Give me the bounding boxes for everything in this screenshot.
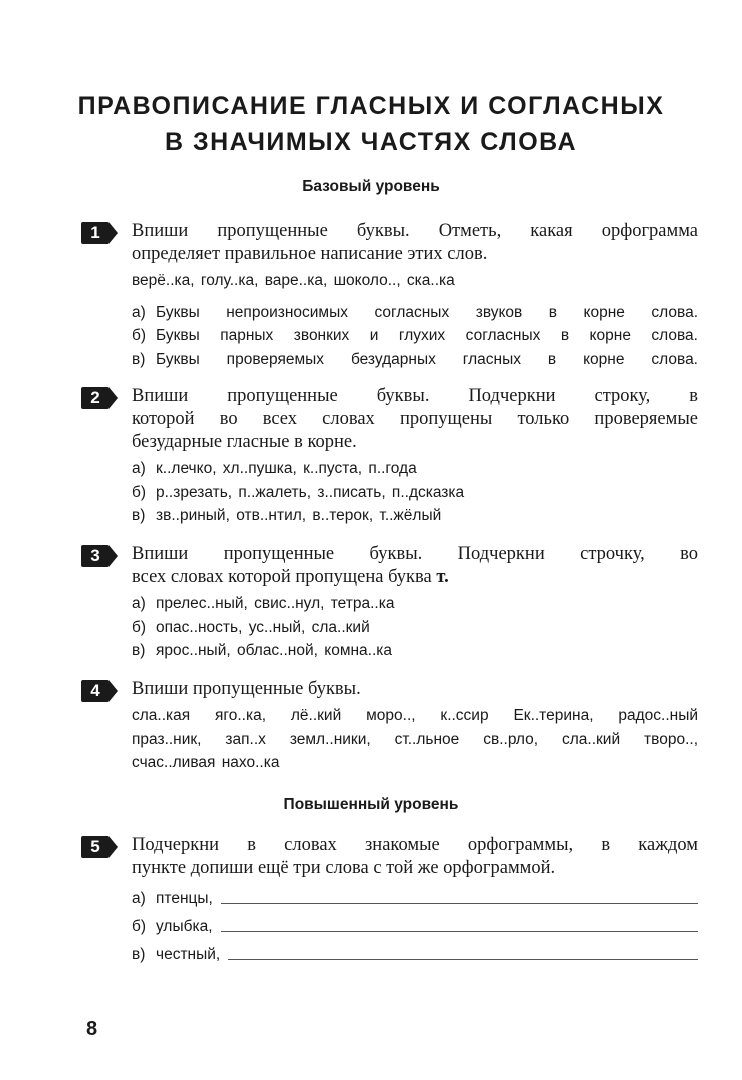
task-1	[86, 220, 698, 371]
option-text: ярос..ный, облас..ной, комна..ка	[156, 642, 393, 659]
arrow-icon	[109, 387, 118, 409]
word-line: счас..ливая нахо..ка	[132, 754, 280, 771]
instruction-text: всех словах которой пропущена буква	[132, 567, 432, 587]
title-line-1: ПРАВОПИСАНИЕ ГЛАСНЫХ И СОГЛАСНЫХ	[77, 92, 665, 120]
option-label: а)	[132, 889, 146, 907]
option-label: а)	[132, 460, 146, 477]
task-number: 2	[81, 387, 109, 409]
arrow-icon	[109, 545, 118, 567]
option-b	[132, 481, 698, 505]
task-3	[86, 543, 698, 663]
option-text: Буквы проверяемых безударных гласных в корне слова.	[156, 350, 698, 368]
highlighted-letter: т.	[436, 567, 449, 587]
option-list	[132, 592, 698, 663]
option-b	[132, 616, 698, 640]
instruction-line: которой во всех словах пропущены только проверяемые	[132, 409, 698, 429]
word-list: верё..ка, голу..ка, варе..ка, шоколо.., ска..ка	[132, 272, 455, 289]
instruction-line	[132, 566, 698, 589]
task-number-badge	[81, 836, 121, 858]
advanced-level-heading: Повышенный уровень	[283, 796, 459, 813]
answer-line[interactable]	[228, 959, 698, 960]
page-number: 8	[86, 1018, 98, 1040]
page-title	[40, 88, 702, 160]
option-b	[132, 324, 698, 348]
task-number-badge	[81, 222, 121, 244]
instruction-line: Впиши пропущенные буквы. Отметь, какая орфограмма	[132, 221, 698, 241]
option-text: прелес..ный, свис..нул, тетра..ка	[156, 595, 395, 612]
instruction-line: Подчеркни в словах знакомые орфограммы, в каждом	[132, 835, 698, 855]
task-number-badge	[81, 387, 121, 409]
option-word: честный,	[156, 945, 221, 963]
option-label: в)	[132, 945, 146, 963]
option-a	[132, 457, 698, 481]
answer-row-b	[132, 910, 698, 938]
instruction-line: пункте допиши ещё три слова с той же орфограммой.	[132, 858, 556, 878]
option-text: р..зрезать, п..жалеть, з..писать, п..дсказка	[156, 483, 465, 501]
answer-line[interactable]	[221, 931, 698, 932]
option-word: улыбка,	[156, 917, 213, 935]
answer-lines	[132, 882, 698, 966]
answer-row-c	[132, 938, 698, 966]
answer-line[interactable]	[221, 903, 698, 904]
option-list	[132, 457, 698, 528]
option-list	[132, 301, 698, 372]
arrow-icon	[109, 836, 118, 858]
option-text: опас..ность, ус..ный, сла..кий	[156, 618, 370, 636]
word-line: сла..кая яго..ка, лё..кий моро.., к..ссир Ек..терина, радос..ный	[132, 707, 698, 724]
task-number-badge	[81, 545, 121, 567]
option-c	[132, 639, 698, 663]
instruction-line: Впиши пропущенные буквы.	[132, 679, 361, 699]
instruction-line: определяет правильное написание этих слов.	[132, 244, 488, 264]
task-number: 3	[81, 545, 109, 567]
option-label: в)	[132, 507, 146, 524]
task-number: 4	[81, 680, 109, 702]
option-label: а)	[132, 595, 146, 612]
option-label: в)	[132, 350, 146, 368]
instruction-line: Впиши пропущенные буквы. Подчеркни строку, в	[132, 386, 698, 406]
option-a	[132, 592, 698, 616]
option-word: птенцы,	[156, 889, 213, 907]
option-label: б)	[132, 327, 147, 344]
basic-level-heading: Базовый уровень	[302, 178, 440, 195]
task-number: 5	[81, 836, 109, 858]
task-2	[86, 385, 698, 528]
option-text: к..лечко, хл..пушка, к..пуста, п..года	[156, 460, 417, 477]
option-label: б)	[132, 618, 147, 636]
task-number-badge	[81, 680, 121, 702]
option-label: б)	[132, 917, 147, 935]
option-text: Буквы непроизносимых согласных звуков в корне слова.	[156, 303, 698, 321]
word-lines	[132, 704, 698, 775]
task-4	[86, 678, 698, 775]
instruction-line: Впиши пропущенные буквы. Подчеркни строчку, во	[132, 544, 698, 564]
answer-row-a	[132, 882, 698, 910]
title-line-2: В ЗНАЧИМЫХ ЧАСТЯХ СЛОВА	[164, 128, 578, 156]
word-line: праз..ник, зап..х земл..ники, ст..льное св..рло, сла..кий творо..,	[132, 730, 698, 748]
task-number: 1	[81, 222, 109, 244]
option-c	[132, 348, 698, 372]
task-5	[86, 834, 698, 966]
arrow-icon	[109, 222, 118, 244]
option-text: Буквы парных звонких и глухих согласных в корне слова.	[156, 327, 698, 344]
instruction-line: безударные гласные в корне.	[132, 432, 357, 452]
option-text: зв..риный, отв..нтил, в..терок, т..жёлый	[156, 507, 442, 524]
option-c	[132, 504, 698, 528]
option-label: в)	[132, 642, 146, 659]
option-a	[132, 301, 698, 325]
option-label: а)	[132, 303, 146, 321]
arrow-icon	[109, 680, 118, 702]
option-label: б)	[132, 483, 147, 501]
